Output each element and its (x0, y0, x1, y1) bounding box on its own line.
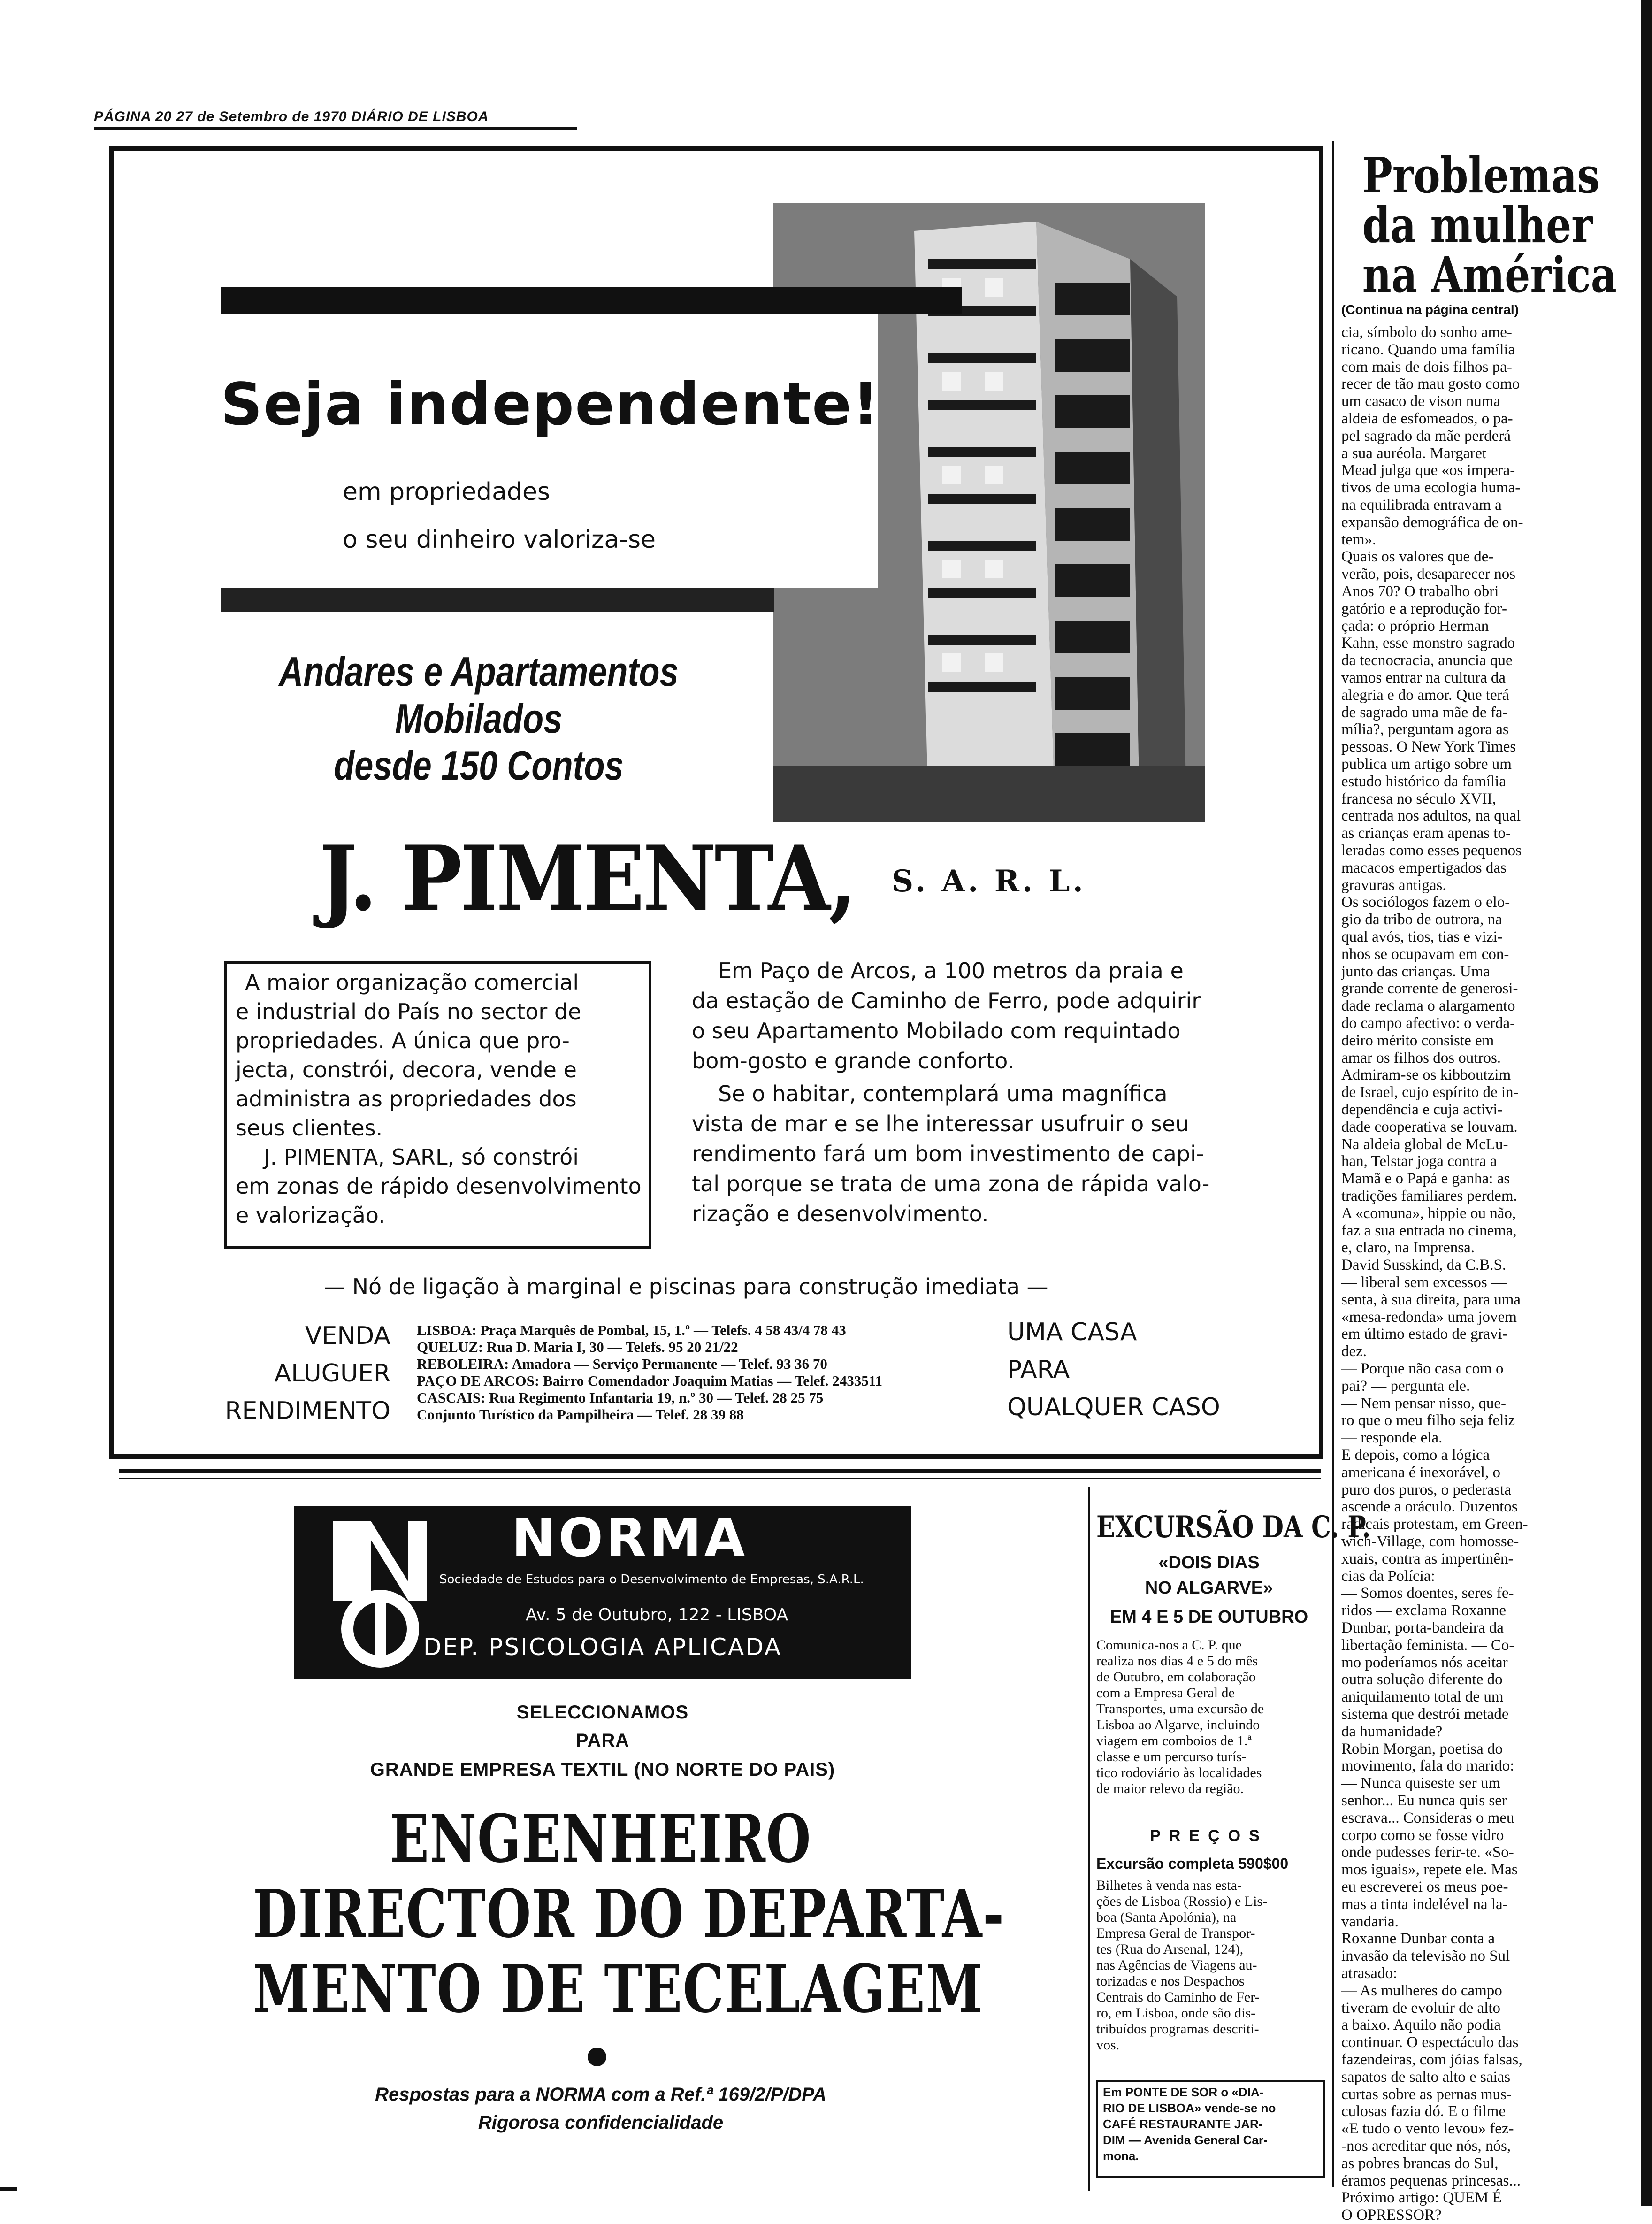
page-edge (1641, 0, 1652, 2206)
article-line: as crianças eram apenas to- (1341, 825, 1511, 842)
article-line: francesa no século XVII, (1341, 790, 1496, 807)
confidentiality-note: Rigorosa confidencialidade (478, 2112, 724, 2133)
article-line: cia, símbolo do sonho ame- (1341, 324, 1512, 341)
ad-body-line: o seu Apartamento Mobilado com requintado (692, 1018, 1181, 1043)
article-line: ridos — exclama Roxanne (1341, 1602, 1506, 1619)
article-line: centrada nos adultos, na qual (1341, 807, 1521, 825)
article-line: onde pudesses ferir-te. «So- (1341, 1844, 1514, 1861)
article-line: E depois, como a lógica (1341, 1447, 1490, 1464)
excursion-date: EM 4 E 5 DE OUTUBRO (1109, 1607, 1308, 1627)
company-name: J. PIMENTA, (319, 826, 855, 931)
article-line: mília?, perguntam agora as (1341, 721, 1509, 738)
article-line: da humanidade? (1341, 1723, 1443, 1740)
sales-point-line: RIO DE LISBOA» vende-se no (1103, 2101, 1276, 2115)
info-line: e industrial do País no sector de (236, 999, 581, 1024)
article-line: puro dos puros, o pederasta (1341, 1481, 1512, 1498)
article-line: vamos entrar na cultura da (1341, 669, 1506, 686)
ad-bottom-rule-thin (119, 1478, 1321, 1479)
article-line: fazendeiras, com jóias falsas, (1341, 2051, 1522, 2068)
article-line: as pobres brancas do Sul, (1341, 2155, 1499, 2172)
column-rule (1088, 1487, 1090, 2191)
article-line: tivos de uma ecologia huma- (1341, 479, 1521, 497)
article-line: sapatos de salto alto e saias (1341, 2068, 1511, 2086)
info-line: administra as propriedades dos (236, 1086, 577, 1112)
article-line: senhor... Eu nunca quis ser (1341, 1792, 1507, 1809)
office-address: REBOLEIRA: Amadora — Serviço Permanente — Telef. 93 36 70 (417, 1356, 827, 1372)
article-line: verão, pois, desaparecer nos (1341, 566, 1516, 583)
article-line: tradições familiares perdem. (1341, 1188, 1517, 1204)
excursion-sales-line: ro, em Lisboa, onde são dis- (1096, 2005, 1256, 2021)
excursion-line: Transportes, uma excursão de (1096, 1701, 1264, 1717)
excursion-sales-line: vos. (1096, 2037, 1120, 2053)
excursion-sales-line: Bilhetes à venda nas esta- (1096, 1878, 1242, 1893)
norma-line: PARA (575, 1730, 630, 1751)
article-line: han, Telstar joga contra a (1341, 1153, 1497, 1170)
article-line: O OPRESSOR? (1341, 2207, 1442, 2224)
article-line: libertação feminista. — Co- (1341, 1636, 1514, 1654)
ad-body-line: Se o habitar, contemplará uma magnífica (718, 1081, 1168, 1106)
article-line: da tecnocracia, anuncia que (1341, 652, 1513, 669)
ad-body-line: rização e desenvolvimento. (692, 1201, 989, 1227)
norma-subtitle: Sociedade de Estudos para o Desenvolvimento de Empresas, S.A.R.L. (439, 1572, 864, 1587)
article-line: escrava... Consideras o meu (1341, 1809, 1514, 1826)
ad-right-word: UMA CASA (1007, 1318, 1137, 1346)
company-suffix: S. A. R. L. (892, 864, 1086, 899)
article-line: movimento, fala do marido: (1341, 1757, 1514, 1775)
article-line: faz a sua entrada no cinema, (1341, 1222, 1517, 1239)
article-headline: da mulher (1362, 196, 1593, 254)
article-line: atrasado: (1341, 1965, 1398, 1982)
article-line: e, claro, na Imprensa. (1341, 1239, 1475, 1257)
article-line: gravuras antigas. (1341, 876, 1446, 894)
article-line: deiro mérito consiste em (1341, 1032, 1494, 1049)
article-line: — Nem pensar nisso, que- (1341, 1395, 1507, 1412)
article-line: mos iguais», repete ele. Mas (1341, 1861, 1518, 1879)
ad-offer-line: Mobilados (395, 695, 563, 742)
article-line: ricano. Quando uma família (1341, 341, 1515, 358)
excursion-title: EXCURSÃO DA C. P. (1096, 1510, 1371, 1545)
reply-instructions: Respostas para a NORMA com a Ref.ª 169/2/P/DPA (375, 2084, 826, 2105)
article-line: Na aldeia global de McLu- (1341, 1135, 1508, 1153)
info-line: A maior organização comercial (245, 970, 579, 995)
header-rule (94, 127, 577, 130)
continued-note: (Continua na página central) (1341, 302, 1519, 317)
ad-subline: em propriedades (343, 478, 551, 506)
article-line: junto das crianças. Uma (1341, 963, 1491, 980)
norma-line: SELECCIONAMOS (516, 1702, 689, 1723)
job-title: DIRECTOR DO DEPARTA- (253, 1876, 1005, 1953)
article-line: de Israel, cujo espírito de in- (1341, 1084, 1519, 1101)
article-line: dade cooperativa se louvam. (1341, 1118, 1518, 1135)
article-line: ascende a oráculo. Duzentos (1341, 1498, 1518, 1516)
info-line: propriedades. A única que pro- (236, 1028, 570, 1053)
article-line: na equilibrada entravam a (1341, 497, 1502, 514)
article-line: qual avós, tios, tias e vizi- (1341, 928, 1503, 945)
ad-body-line: Em Paço de Arcos, a 100 metros da praia e (718, 958, 1184, 983)
norma-name: NORMA (512, 1508, 748, 1569)
office-address: QUELUZ: Rua D. Maria I, 30 — Telefs. 95 20 21/22 (417, 1339, 738, 1355)
article-line: wich-Village, com homosse- (1341, 1533, 1519, 1550)
article-line: — Somos doentes, seres fe- (1341, 1585, 1514, 1602)
excursion-sales-line: Empresa Geral de Transpor- (1096, 1925, 1255, 1941)
excursion-line: Lisboa ao Algarve, incluindo (1096, 1717, 1260, 1733)
article-line: mo poderíamos nós aceitar (1341, 1654, 1508, 1671)
article-line: nhos se ocupavam em con- (1341, 945, 1509, 963)
article-line: aldeia de esfomeados, o pa- (1341, 410, 1513, 427)
article-line: continuar. O espectáculo das (1341, 2034, 1519, 2051)
excursion-line: tico rodoviário às localidades (1096, 1765, 1262, 1780)
article-line: «mesa-redonda» uma jovem (1341, 1308, 1517, 1326)
article-line: Kahn, esse monstro sagrado (1341, 635, 1515, 652)
office-address: LISBOA: Praça Marquês de Pombal, 15, 1.º — Telefs. 4 58 43/4 78 43 (417, 1322, 846, 1338)
article-line: corpo como se fosse vidro (1341, 1826, 1504, 1844)
excursion-price: Excursão completa 590$00 (1096, 1855, 1289, 1872)
info-line: J. PIMENTA, SARL, só constrói (264, 1144, 579, 1170)
ad-right-word: PARA (1007, 1356, 1070, 1384)
article-line: curtas sobre as pernas mus- (1341, 2086, 1512, 2103)
article-line: Os sociólogos fazem o elo- (1341, 894, 1510, 911)
article-line: americana é inexorável, o (1341, 1464, 1500, 1481)
sales-point-line: DIM — Avenida General Car- (1103, 2133, 1268, 2147)
article-line: mas a tinta indelével na la- (1341, 1895, 1508, 1913)
article-line: — As mulheres do campo (1341, 1982, 1502, 1999)
article-line: grande corrente de generosi- (1341, 980, 1518, 997)
article-line: — Nunca quiseste ser um (1341, 1775, 1501, 1792)
article-line: em último estado de gravi- (1341, 1326, 1507, 1343)
article-line: tiveram de evoluir de alto (1341, 1999, 1501, 2017)
article-line: gio da tribo de outrora, na (1341, 911, 1502, 928)
article-line: — Porque não casa com o (1341, 1360, 1504, 1377)
article-line: leradas como esses pequenos (1341, 842, 1522, 859)
ad-offer-line: Andares e Apartamentos (279, 648, 679, 695)
page-header: PÁGINA 20 27 de Setembro de 1970 DIÁRIO DE LISBOA (94, 109, 489, 124)
article-line: ro que o meu filho seja feliz (1341, 1412, 1515, 1429)
ad-tagline: — Nó de ligação à marginal e piscinas para construção imediata — (324, 1274, 1048, 1299)
article-line: pel sagrado da mãe perderá (1341, 427, 1511, 445)
excursion-line: Comunica-nos a C. P. que (1096, 1637, 1242, 1653)
office-address: CASCAIS: Rua Regimento Infantaria 19, n.º 30 — Telef. 28 25 75 (417, 1389, 824, 1406)
article-line: sistema que destrói metade (1341, 1706, 1509, 1723)
article-line: invasão da televisão no Sul (1341, 1948, 1510, 1965)
article-line: estudo histórico da família (1341, 773, 1506, 790)
article-line: de sagrado uma mãe de fa- (1341, 704, 1508, 721)
article-line: Mamã e o Papá e ganha: as (1341, 1170, 1510, 1188)
article-line: Robin Morgan, poetisa do (1341, 1740, 1503, 1757)
job-title: ENGENHEIRO (390, 1801, 812, 1878)
article-line: xuais, contra as impertinên- (1341, 1550, 1514, 1567)
ad-left-word: RENDIMENTO (225, 1397, 390, 1425)
ad-left-word: ALUGUER (274, 1359, 390, 1388)
article-headline: Problemas (1362, 146, 1600, 204)
ad-offer-line: desde 150 Contos (334, 742, 624, 789)
ad-body-line: vista de mar e se lhe interessar usufruir o seu (692, 1111, 1189, 1136)
sales-point-line: Em PONTE DE SOR o «DIA- (1103, 2085, 1264, 2099)
sales-point-line: mona. (1103, 2149, 1139, 2163)
article-line: «E tudo o vento levou» fez- (1341, 2120, 1514, 2138)
article-line: gatório e a reprodução for- (1341, 600, 1507, 617)
ad-body-line: da estação de Caminho de Ferro, pode adquirir (692, 988, 1201, 1013)
article-line: outra solução diferente do (1341, 1671, 1503, 1688)
headline-bar-bottom (221, 588, 774, 612)
article-line: çada: o próprio Herman (1341, 617, 1489, 635)
page-mark (0, 2187, 17, 2191)
info-line: seus clientes. (236, 1115, 383, 1141)
headline-bar-top (221, 287, 962, 314)
ad-body-line: bom-gosto e grande conforto. (692, 1048, 1015, 1074)
article-line: tem». (1341, 531, 1377, 548)
article-line: David Susskind, da C.B.S. (1341, 1257, 1507, 1274)
article-line: senta, à sua direita, para uma (1341, 1291, 1521, 1308)
office-address: Conjunto Turístico da Pampilheira — Telef. 28 39 88 (417, 1406, 744, 1423)
excursion-line: realiza nos dias 4 e 5 do mês (1096, 1653, 1258, 1669)
article-line: radicais protestam, em Green- (1341, 1516, 1528, 1533)
article-line: pessoas. O New York Times (1341, 738, 1516, 756)
prices-heading: PREÇOS (1150, 1827, 1268, 1845)
article-headline: na América (1362, 246, 1617, 304)
article-line: dependência e cuja activi- (1341, 1101, 1503, 1118)
article-line: vandaria. (1341, 1913, 1399, 1930)
norma-department: DEP. PSICOLOGIA APLICADA (423, 1633, 782, 1661)
norma-address: Av. 5 de Outubro, 122 - LISBOA (526, 1605, 788, 1625)
ad-body-line: rendimento fará um bom investimento de capi- (692, 1141, 1204, 1166)
article-line: pai? — pergunta ele. (1341, 1377, 1470, 1395)
article-line: — responde ela. (1341, 1429, 1443, 1447)
norma-line: GRANDE EMPRESA TEXTIL (NO NORTE DO PAIS) (370, 1759, 835, 1780)
sales-point-line: CAFÉ RESTAURANTE JAR- (1103, 2117, 1263, 2131)
article-line: Mead julga que «os impera- (1341, 462, 1515, 479)
article-line: A «comuna», hippie ou não, (1341, 1204, 1516, 1222)
ad-body-line: tal porque se trata de uma zona de rápida valo- (692, 1171, 1210, 1196)
article-line: macacos empertigados das (1341, 859, 1507, 876)
excursion-line: com a Empresa Geral de (1096, 1685, 1235, 1701)
excursion-line: de Outubro, em colaboração (1096, 1669, 1256, 1685)
bullet-dot (588, 2048, 606, 2066)
article-line: com mais de dois filhos pa- (1341, 358, 1512, 376)
article-line: do campo afectivo: o verda- (1341, 1015, 1515, 1032)
article-line: -nos acreditar que nós, nós, (1341, 2138, 1511, 2155)
excursion-sales-line: nas Agências de Viagens au- (1096, 1957, 1257, 1973)
info-line: em zonas de rápido desenvolvimento (236, 1173, 642, 1199)
article-line: Admiram-se os kibboutzim (1341, 1066, 1511, 1084)
article-line: recer de tão mau gosto como (1341, 376, 1520, 393)
article-line: publica um artigo sobre um (1341, 756, 1512, 773)
article-line: aniquilamento total de um (1341, 1688, 1504, 1706)
excursion-subtitle: NO ALGARVE» (1145, 1578, 1273, 1598)
article-line: Quais os valores que de- (1341, 548, 1494, 566)
excursion-sales-line: Centrais do Caminho de Fer- (1096, 1989, 1260, 2005)
article-line: a baixo. Aquilo não podia (1341, 2017, 1501, 2034)
article-line: culosas fazia dó. E o filme (1341, 2103, 1506, 2120)
ad-left-word: VENDA (305, 1322, 390, 1350)
article-line: alegria e do amor. Que terá (1341, 686, 1509, 704)
ad-bottom-rule (119, 1469, 1321, 1473)
article-line: cias da Polícia: (1341, 1567, 1435, 1585)
article-line: Próximo artigo: QUEM É (1341, 2189, 1502, 2207)
article-line: Anos 70? O trabalho obri (1341, 583, 1499, 600)
excursion-sales-line: tes (Rua do Arsenal, 124), (1096, 1941, 1244, 1957)
info-line: jecta, constrói, decora, vende e (236, 1057, 577, 1082)
ad-subline: o seu dinheiro valoriza-se (343, 526, 656, 554)
article-line: a sua auréola. Margaret (1341, 445, 1487, 462)
excursion-line: de maior relevo da região. (1096, 1781, 1244, 1796)
article-line: éramos pequenas princesas... (1341, 2172, 1521, 2189)
excursion-sales-line: tribuídos programas descriti- (1096, 2021, 1259, 2037)
article-line: amar os filhos dos outros. (1341, 1049, 1501, 1066)
column-rule (1332, 141, 1334, 2187)
job-title: MENTO DE TECELAGEM (253, 1951, 983, 2028)
article-line: expansão demográfica de on- (1341, 514, 1523, 531)
article-line: — liberal sem excessos — (1341, 1274, 1507, 1291)
excursion-subtitle: «DOIS DIAS (1158, 1553, 1260, 1572)
excursion-line: viagem em comboios de 1.ª (1096, 1733, 1252, 1749)
article-line: Dunbar, porta-bandeira da (1341, 1619, 1504, 1636)
excursion-sales-line: ções de Lisboa (Rossio) e Lis- (1096, 1894, 1268, 1909)
info-line: e valorização. (236, 1203, 385, 1228)
article-line: eu escreverei os meus poe- (1341, 1879, 1508, 1895)
article-line: um casaco de vison numa (1341, 393, 1501, 410)
ad-right-word: QUALQUER CASO (1007, 1393, 1220, 1421)
excursion-sales-line: boa (Santa Apolónia), na (1096, 1910, 1237, 1925)
article-line: Roxanne Dunbar conta a (1341, 1930, 1495, 1948)
excursion-sales-line: torizadas e nos Despachos (1096, 1973, 1245, 1989)
ad-headline: Seja independente! (221, 371, 880, 438)
office-address: PAÇO DE ARCOS: Bairro Comendador Joaquim Matias — Telef. 2433511 (417, 1373, 883, 1389)
article-line: dez. (1341, 1343, 1367, 1360)
excursion-line: classe e um percurso turís- (1096, 1749, 1247, 1764)
article-line: dade reclama o alargamento (1341, 997, 1515, 1015)
